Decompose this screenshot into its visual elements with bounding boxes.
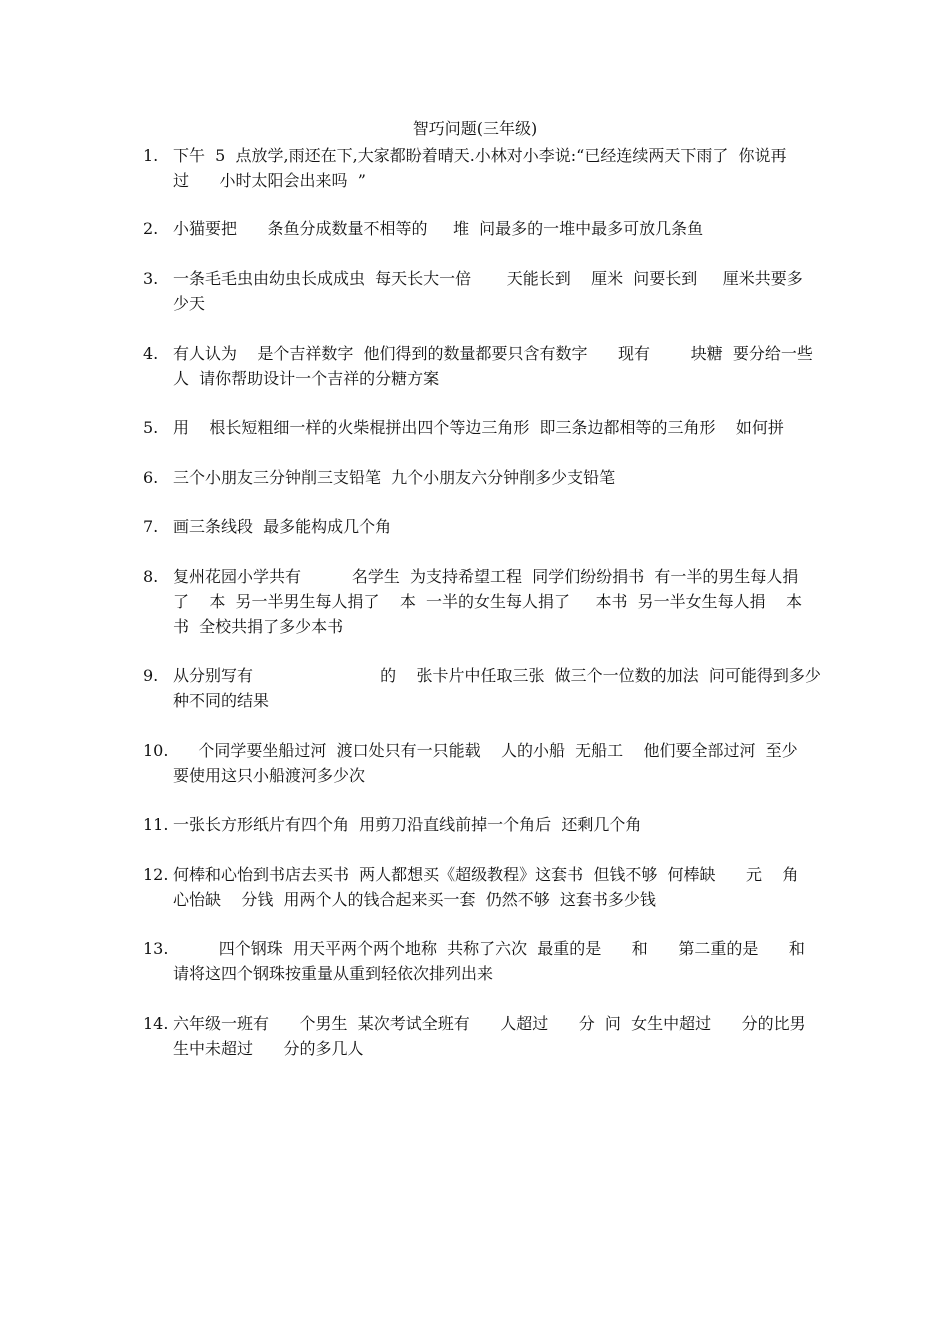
question-line: 过 小时太阳会出来吗 ”: [173, 171, 366, 190]
question-number: 14.: [143, 1014, 169, 1033]
question-number: 2.: [143, 219, 159, 238]
question-text: [173, 341, 813, 391]
question-text: [173, 216, 813, 241]
question-line: 下午 5 点放学,雨还在下,大家都盼着晴天.小林对小李说:“已经连续两天下雨了 你说再: [173, 146, 787, 165]
question-line: 了 本 另一半男生每人捐了 本 一半的女生每人捐了 本书 另一半女生每人捐 本: [173, 592, 802, 611]
question-line: 六年级一班有 个男生 某次考试全班有 人超过 分 问 女生中超过 分的比男: [173, 1014, 806, 1033]
question-number: 13.: [143, 939, 169, 958]
question-number: 4.: [143, 344, 159, 363]
question-text: [173, 514, 813, 539]
question-line: 画三条线段 最多能构成几个角: [173, 517, 392, 536]
question-line: 一条毛毛虫由幼虫长成成虫 每天长大一倍 天能长到 厘米 问要长到 厘米共要多: [173, 269, 803, 288]
question-line: 用 根长短粗细一样的火柴棍拼出四个等边三角形 即三条边都相等的三角形 如何拼: [173, 418, 784, 437]
question-text: [173, 465, 813, 490]
question-text: [173, 738, 813, 788]
document-title: 智巧问题(三年级): [412, 119, 538, 138]
question-text: [173, 415, 813, 440]
question-text: [173, 1011, 813, 1061]
question-line: 种不同的结果: [173, 691, 270, 710]
question-line: 三个小朋友三分钟削三支铅笔 九个小朋友六分钟削多少支铅笔: [173, 468, 616, 487]
question-number: 9.: [143, 666, 159, 685]
question-line: 复州花园小学共有 名学生 为支持希望工程 同学们纷纷捐书 有一半的男生每人捐: [173, 567, 799, 586]
question-line: 生中未超过 分的多几人: [173, 1039, 364, 1058]
question-number: 10.: [143, 741, 169, 760]
question-line: 心怡缺 分钱 用两个人的钱合起来买一套 仍然不够 这套书多少钱: [173, 890, 656, 909]
question-number: 7.: [143, 517, 159, 536]
question-number: 6.: [143, 468, 159, 487]
question-text: [173, 936, 813, 986]
question-text: [173, 564, 813, 639]
question-text: [173, 143, 813, 193]
question-line: 书 全校共捐了多少本书: [173, 617, 344, 636]
question-line: 少天: [173, 294, 206, 313]
question-line: 何棒和心怡到书店去买书 两人都想买《超级教程》这套书 但钱不够 何棒缺 元 角: [173, 865, 799, 884]
question-line: 个同学要坐船过河 渡口处只有一只能载 人的小船 无船工 他们要全部过河 至少: [173, 741, 798, 760]
question-text: [173, 663, 821, 713]
question-line: 请将这四个钢珠按重量从重到轻依次排列出来: [173, 964, 494, 983]
question-line: 从分别写有 的 张卡片中任取三张 做三个一位数的加法 问可能得到多少: [173, 666, 821, 685]
question-number: 11.: [143, 815, 169, 834]
question-line: 四个钢珠 用天平两个两个地称 共称了六次 最重的是 和 第二重的是 和: [173, 939, 805, 958]
question-line: 一张长方形纸片有四个角 用剪刀沿直线前掉一个角后 还剩几个角: [173, 815, 642, 834]
question-number: 5.: [143, 418, 159, 437]
question-number: 8.: [143, 567, 159, 586]
question-line: 要使用这只小船渡河多少次: [173, 766, 366, 785]
question-number: 12.: [143, 865, 169, 884]
question-text: [173, 812, 813, 837]
question-text: [173, 862, 813, 912]
question-line: 小猫要把 条鱼分成数量不相等的 堆 问最多的一堆中最多可放几条鱼: [173, 219, 704, 238]
question-number: 1.: [143, 146, 159, 165]
question-line: 有人认为 是个吉祥数字 他们得到的数量都要只含有数字 现有 块糖 要分给一些: [173, 344, 813, 363]
question-text: [173, 266, 813, 316]
question-number: 3.: [143, 269, 159, 288]
question-line: 人 请你帮助设计一个吉祥的分糖方案: [173, 369, 440, 388]
